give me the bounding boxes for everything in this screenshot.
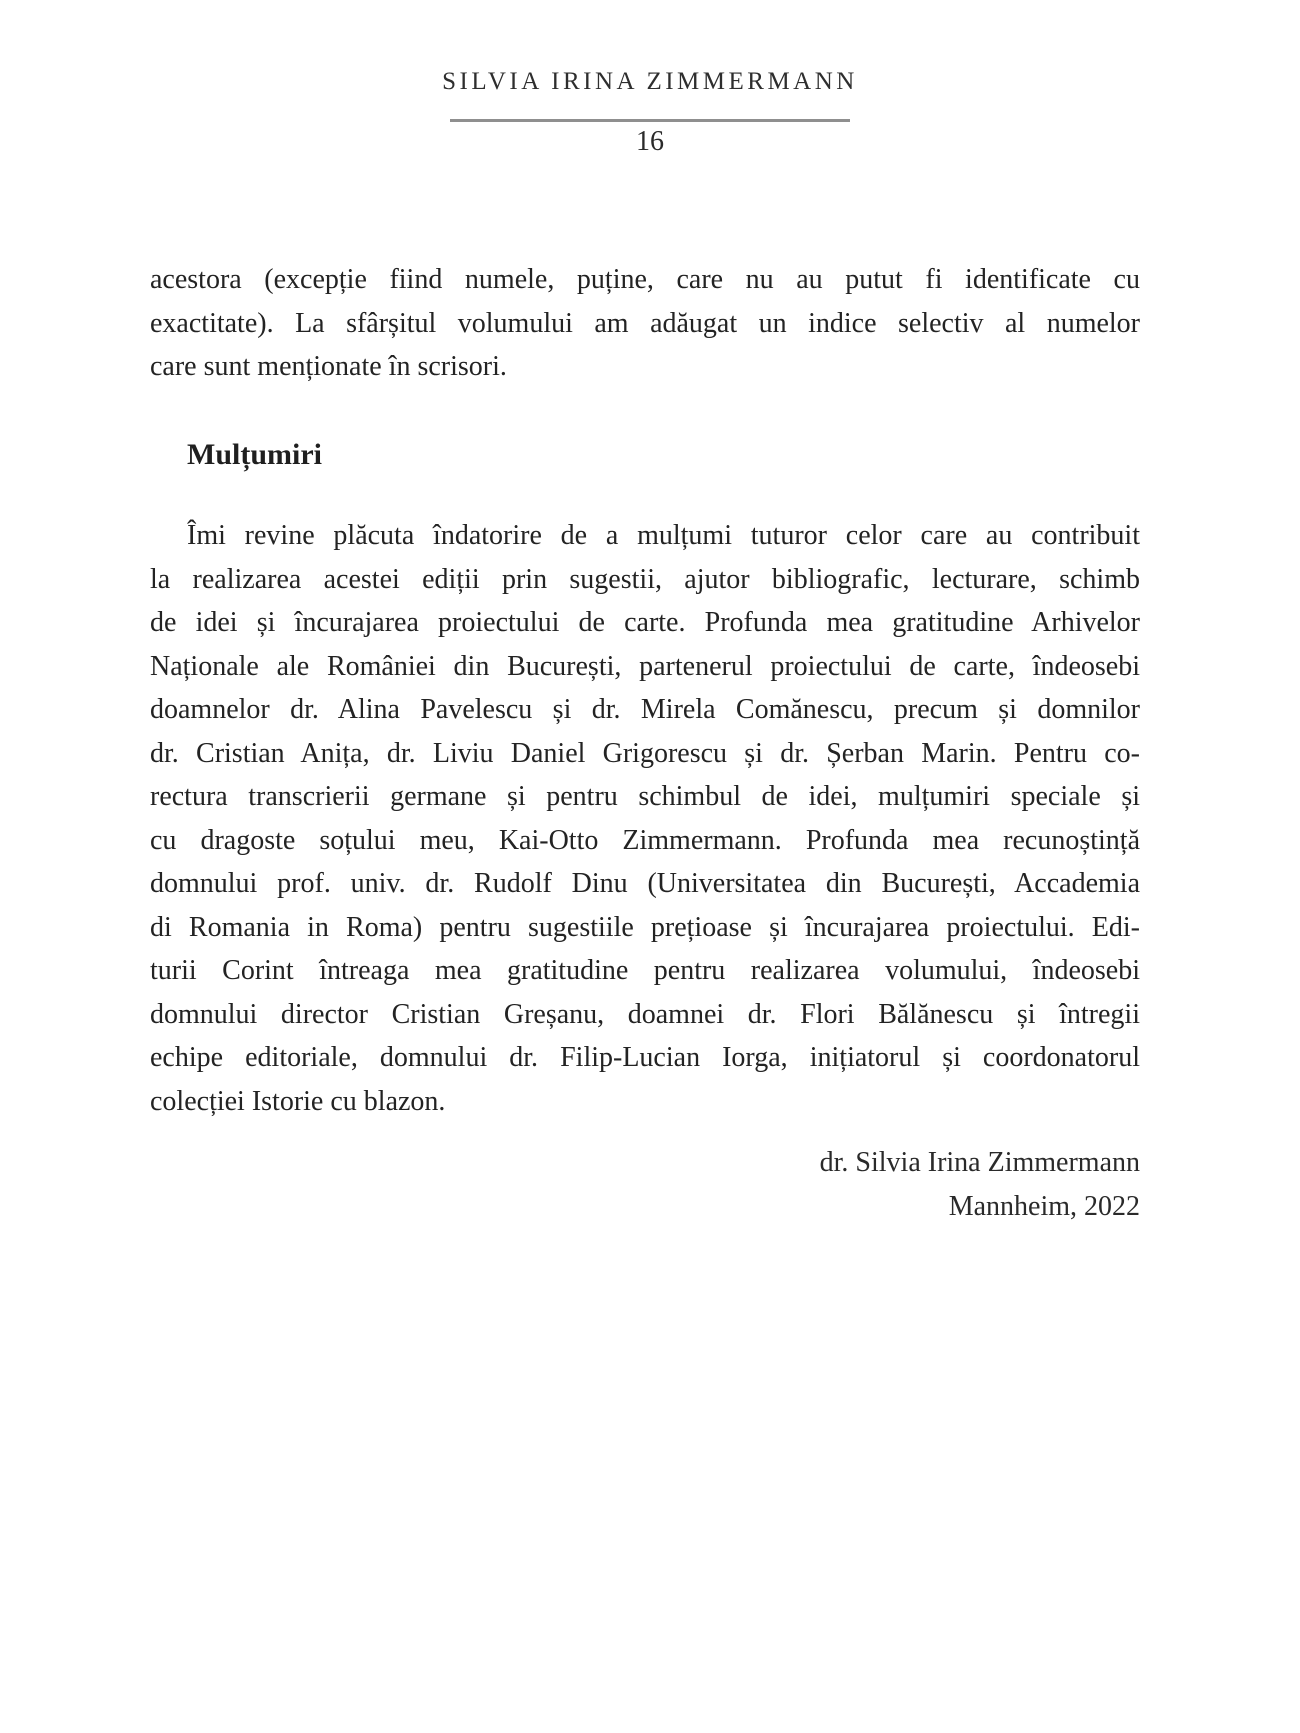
text-line: domnului prof. univ. dr. Rudolf Dinu (Universitatea din București, Accademia [150,868,1140,899]
signature-block [150,1141,1140,1228]
text-line: domnului director Cristian Greșanu, doamnei dr. Flori Bălănescu și întregii [150,998,1140,1030]
text-line: exactitate). La sfârșitul volumului am adăugat un indice selectiv al numelor [150,307,1140,339]
text-line: doamnelor dr. Alina Pavelescu și dr. Mirela Comănescu, precum și domnilor [150,694,1140,725]
text-line: colecției Istorie cu blazon. [150,1085,446,1117]
text-line: acestora (excepție fiind numele, puține, care nu au putut fi identificate cu [150,264,1140,295]
body-paragraph-acknowledgments [150,514,1140,1123]
text-line: Îmi revine plăcuta îndatorire de a mulțumi tuturor celor care au contribuit [187,520,1140,551]
text-line: cu dragoste soțului meu, Kai-Otto Zimmermann. Profunda mea recunoștință [150,824,1140,856]
body-paragraph-continuation [150,258,1140,389]
signature-place-date: Mannheim, 2022 [948,1190,1140,1222]
text-line: rectura transcrierii germane și pentru schimbul de idei, mulțumiri speciale și [150,781,1140,812]
header-rule-divider [450,119,850,122]
running-header-title: SILVIA IRINA ZIMMERMANN [442,68,858,95]
text-line: dr. Cristian Anița, dr. Liviu Daniel Grigorescu și dr. Șerban Marin. Pentru co- [150,737,1140,769]
signature-name: dr. Silvia Irina Zimmermann [819,1147,1140,1178]
section-heading-multumiri: Mulțumiri [187,438,322,471]
text-line: di Romania in Roma) pentru sugestiile prețioase și încurajarea proiectului. Edi- [150,911,1140,943]
text-line: echipe editoriale, domnului dr. Filip-Lucian Iorga, inițiatorul și coordonatorul [150,1042,1140,1073]
text-line: la realizarea acestei ediții prin sugestii, ajutor bibliografic, lecturare, schimb [150,563,1140,595]
text-line: de idei și încurajarea proiectului de carte. Profunda mea gratitudine Arhivelor [150,607,1140,638]
text-line: Naționale ale României din București, partenerul proiectului de carte, îndeosebi [150,650,1140,682]
text-line: care sunt menționate în scrisori. [150,351,507,382]
page-number: 16 [636,126,664,157]
text-line: turii Corint întreaga mea gratitudine pentru realizarea volumului, îndeosebi [150,955,1140,986]
